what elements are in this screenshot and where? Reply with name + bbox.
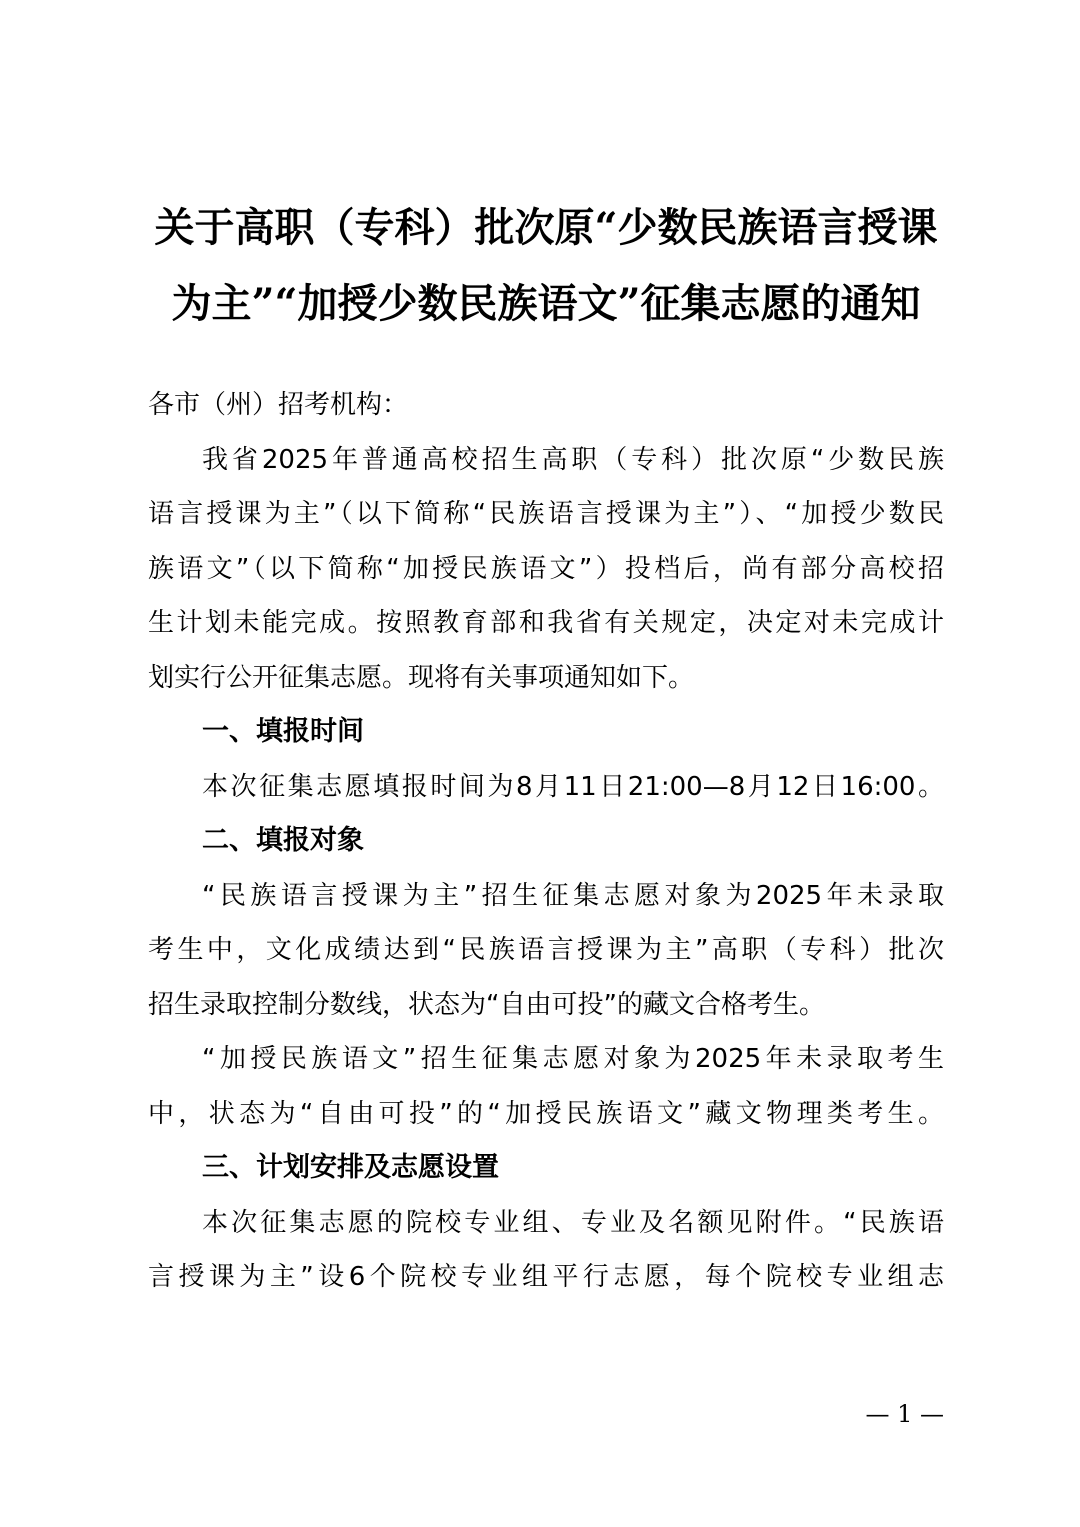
title-line-1: 关于高职（专科）批次原“少数民族语言授课 <box>154 204 938 251</box>
section3-line-2: 言授课为主”设6个院校专业组平行志愿，每个院校专业组志 <box>148 1262 944 1292</box>
section1-line-1: 本次征集志愿填报时间为8月11日21:00—8月12日16:00。 <box>202 771 944 802</box>
section3-line-1: 本次征集志愿的院校专业组、专业及名额见附件。“民族语 <box>202 1207 944 1238</box>
section2-p1-line-3: 招生录取控制分数线，状态为“自由可投”的藏文合格考生。 <box>148 989 825 1020</box>
intro-line-3: 族语文”（以下简称“加授民族语文”）投档后，尚有部分高校招 <box>148 553 944 584</box>
intro-line-4: 生计划未能完成。按照教育部和我省有关规定，决定对未完成计 <box>148 608 944 638</box>
section2-p1-line-1: “民族语言授课为主”招生征集志愿对象为2025年未录取 <box>202 880 944 911</box>
intro-line-5: 划实行公开征集志愿。现将有关事项通知如下。 <box>148 662 695 693</box>
section2-p2-line-2: 中，状态为“自由可投”的“加授民族语文”藏文物理类考生。 <box>148 1098 944 1129</box>
salutation: 各市（州）招考机构： <box>148 390 409 420</box>
section-heading-plan: 三、计划安排及志愿设置 <box>202 1152 499 1183</box>
page-number: — 1 — <box>865 1400 944 1428</box>
section2-p2-line-1: “加授民族语文”招生征集志愿对象为2025年未录取考生 <box>202 1044 944 1074</box>
section-heading-time: 一、填报时间 <box>202 716 364 747</box>
section-heading-target: 二、填报对象 <box>202 825 364 856</box>
section2-p1-line-2: 考生中，文化成绩达到“民族语言授课为主”高职（专科）批次 <box>148 935 944 965</box>
title-line-2: 为主”“加授少数民族语文”征集志愿的通知 <box>171 280 921 327</box>
intro-line-2: 语言授课为主”（以下简称“民族语言授课为主”）、“加授少数民 <box>148 499 944 529</box>
intro-line-1: 我省2025年普通高校招生高职（专科）批次原“少数民族 <box>202 444 944 475</box>
document-body <box>148 378 944 1305</box>
document-title <box>148 190 944 342</box>
